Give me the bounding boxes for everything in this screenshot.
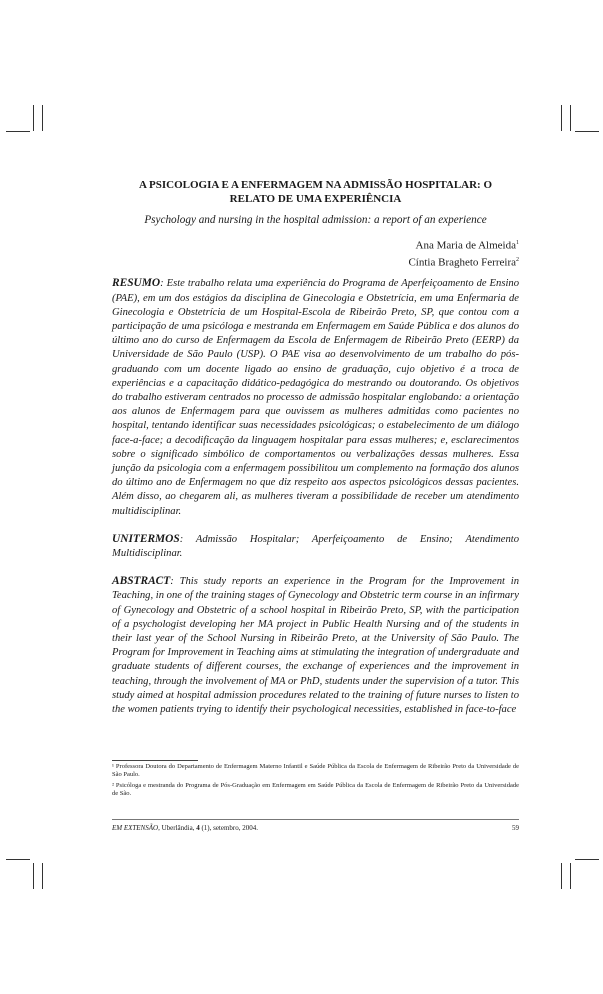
resumo-label: RESUMO — [112, 277, 161, 290]
abstract-text: : This study reports an experience in the Program for the Improvement in Teaching, in one of the training stages of Gynecology and Obstetric term course in an infirmary of Gynecology and Obstetric of a school hospital in Ribeirão Preto, SP, with the participation of a psychologist developing her MA project in Public Health Nursing and of the students in their last year of the School Nursing in Ribeirão Preto, at the University of São Paulo. The Program for Improvement in Teaching aims at stimulating the integration of undergraduate and graduate students of different courses, the exchange of experiences and the improvement in teaching, through the involvement of MA or PhD, students under the supervision of a tutor. This study aimed at hospital admission procedures related to the training of future nurses to listen to the women patients trying to identify their psychological necessities, established in face-to-face — [112, 576, 519, 715]
title-line: RELATO DE UMA EXPERIÊNCIA — [229, 193, 402, 205]
crop-mark — [570, 105, 571, 131]
crop-mark — [33, 863, 34, 889]
author-list — [112, 236, 519, 269]
crop-mark — [575, 859, 599, 860]
author: Cíntia Bragheto Ferreira$^2$ — [408, 256, 519, 269]
abstract-paragraph — [112, 574, 519, 717]
footnote-marker: 2 — [516, 256, 519, 263]
footnote-marker: 1 — [516, 240, 519, 246]
article-title — [112, 178, 519, 206]
resumo-text: : Este trabalho relata uma experiência do Programa de Aperfeiçoamento de Ensino (PAE), em um dos estágios da disciplina de Ginecologia e Obstetrícia, em uma Enfermaria de Ginecologia e Obstetrícia de um Hospital-Escola de Ribeirão Preto, SP, que contou com a participação de uma psicóloga e mestranda em Enfermagem em Saúde Pública e dos alunos do último ano do curso de Enfermagem da Escola de Enfermagem de Ribeirão Preto (EERP) da Universidade de São Paulo (USP). O PAE visa ao desenvolvimento de um trabalho do pós-graduando com um docente ligado ao ensino de graduação, cujo objetivo é a troca de experiências e a capacitação didático-pedagógica do mestrando ou doutorando. Os objetivos do trabalho estiveram centrados no processo de admissão hospitalar englobando: a orientação aos alunos de Enfermagem para que ouvissem as mulheres admitidas como pacientes no hospital, tentando identificar suas necessidades psicológicas; o estabelecimento de um diálogo face-a-face; a decodificação da linguagem hospitalar para essas mulheres; e, esclarecimentos sobre o significado simbólico de comportamentos ou verbalizações dessas mulheres. Essa junção da psicologia com a enfermagem possibilitou um complemento na formação dos alunos do último ano de Enfermagem no que diz respeito aos aspectos psicológicos dessas pacientes. Além disso, ao chegarem ali, as mulheres tiveram a possibilidade de receber um atendimento multidisciplinar. — [112, 278, 519, 517]
volume: 4 — [196, 824, 200, 832]
abstract-label: ABSTRACT — [112, 575, 171, 588]
page-footer — [112, 819, 519, 832]
author: Ana Maria de Almeida$^1$ — [415, 239, 519, 252]
footnote-rule — [112, 760, 198, 761]
unitermos-paragraph — [112, 532, 519, 561]
crop-mark — [42, 863, 43, 889]
resumo-paragraph — [112, 276, 519, 518]
unitermos-text: : Admissão Hospitalar; Aperfeiçoamento de Ensino; Atendimento Multidisciplinar. — [112, 533, 519, 559]
footnote: ² Psicóloga e mestranda do Programa de Pós-Graduação em Enfermagem em Saúde Pública da Escola de Enfermagem de Ribeirão Preto da Universidade de São. — [112, 781, 519, 798]
crop-mark — [575, 131, 599, 132]
page-number: 59 — [512, 824, 519, 832]
crop-mark — [6, 131, 30, 132]
journal-name: EM EXTENSÃO — [112, 824, 159, 832]
article-body — [112, 178, 519, 717]
crop-mark — [6, 859, 30, 860]
footnote: ¹ Professora Doutora do Departamento de Enfermagem Materno Infantil e Saúde Pública da Escola de Enfermagem de Ribeirão Preto da Universidade de São Paulo. — [112, 763, 519, 779]
crop-mark — [42, 105, 43, 131]
footnotes — [112, 760, 519, 799]
article-subtitle: Psychology and nursing in the hospital admission: a report of an experience — [144, 214, 487, 226]
crop-mark — [33, 105, 34, 131]
citation: EM EXTENSÃO, Uberlândia, 4 (1), setembro, 2004. — [112, 824, 259, 832]
crop-mark — [561, 105, 562, 131]
unitermos-label: UNITERMOS — [112, 532, 180, 545]
crop-mark — [561, 863, 562, 889]
title-line: A PSICOLOGIA E A ENFERMAGEM NA ADMISSÃO HOSPITALAR: O — [138, 179, 493, 191]
crop-mark — [570, 863, 571, 889]
